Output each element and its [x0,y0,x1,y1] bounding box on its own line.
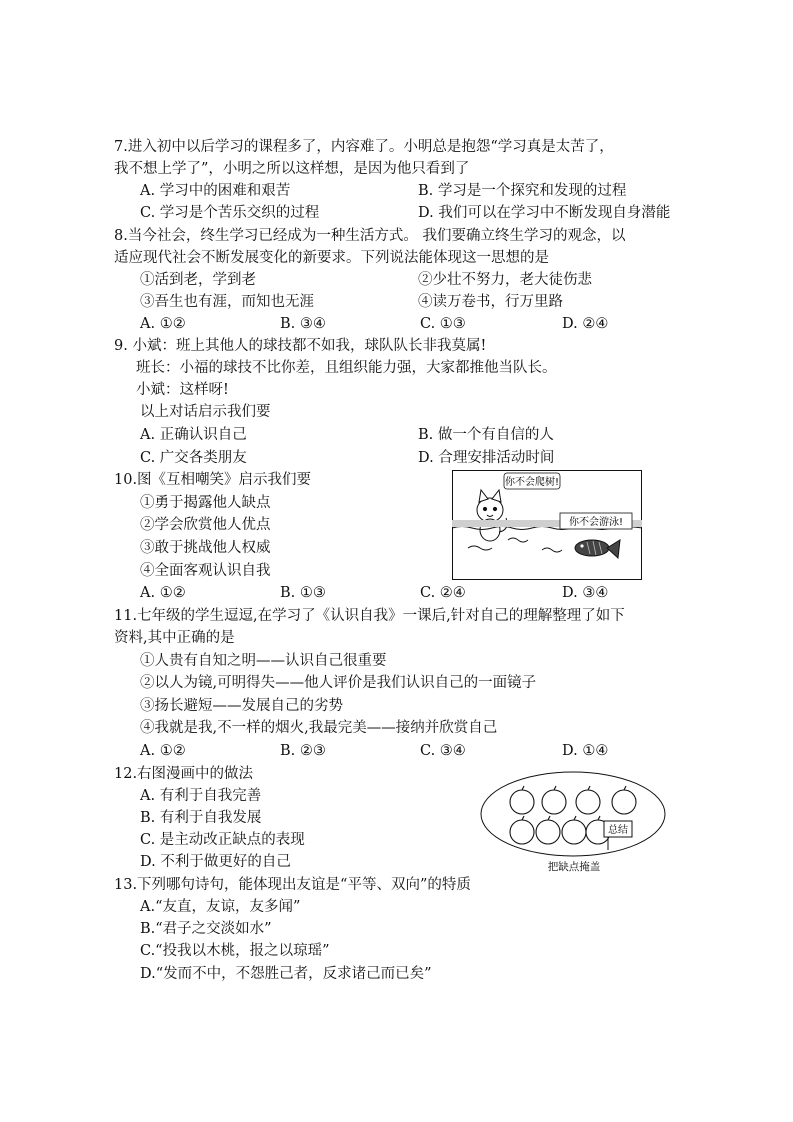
q8-stem-line2: 适应现代社会不断发展变化的新要求。下列说法能体现这一思想的是 [114,250,549,266]
q10-item-3: ③敢于挑战他人权威 [140,540,271,556]
q12-option-a: A. 有利于自我完善 [140,788,262,804]
q9-option-b: B. 做一个有自信的人 [418,427,554,443]
q10-item-4: ④全面客观认识自我 [140,563,271,579]
q10-option-c: C. ②④ [420,585,466,601]
q7-option-b: B. 学习是一个探究和发现的过程 [418,183,627,199]
q9-option-d: D. 合理安排活动时间 [418,450,555,466]
mutual-mockery-cartoon [452,470,642,580]
q11-item-1: ①人贵有自知之明——认识自己很重要 [140,653,387,669]
q8-option-b: B. ③④ [280,316,326,332]
q9-stem-line3: 小斌：这样呀! [136,382,229,398]
q8-stem-line1: 8.当今社会，终生学习已经成为一种生活方式。 我们要确立终生学习的观念，以 [114,228,626,244]
q7-option-c: C. 学习是个苦乐交织的过程 [140,205,320,221]
q9-stem-line2: 班长：小福的球技不比你差，且组织能力强，大家都推他当队长。 [136,360,557,376]
q7-option-d: D. 我们可以在学习中不断发现自身潜能 [418,205,671,221]
q13-stem: 13.下列哪句诗句，能体现出友谊是“平等、双向”的特质 [114,877,471,893]
q10-item-2: ②学会欣赏他人优点 [140,517,271,533]
q10-option-b: B. ①③ [280,585,326,601]
q9-option-c: C. 广交各类朋友 [140,450,247,466]
q13-option-d: D.“发而不中，不怨胜己者，反求诸己而已矣” [140,966,432,982]
q7-option-a: A. 学习中的困难和艰苦 [140,183,291,199]
q12-stem: 12.右图漫画中的做法 [114,766,254,782]
q11-stem-line1: 11.七年级的学生逗逗,在学习了《认识自我》一课后,针对自己的理解整理了如下 [114,608,625,624]
q7-stem-line1: 7.进入初中以后学习的课程多了，内容难了。小明总是抱怨“学习真是太苦了， [114,139,614,155]
q11-option-d: D. ①④ [562,743,609,759]
hide-shortcomings-cartoon [478,770,668,875]
q11-option-b: B. ②③ [280,743,326,759]
q10-stem: 10.图《互相嘲笑》启示我们要 [114,472,312,488]
q13-option-a: A.“友直，友谅，友多闻” [140,899,301,915]
q8-option-a: A. ①② [140,316,186,332]
q8-item-4: ④读万卷书，行万里路 [418,294,563,310]
summary-sign-text: 总结 [608,825,628,836]
q8-item-2: ②少壮不努力，老大徒伤悲 [418,272,592,288]
q8-option-d: D. ②④ [562,316,609,332]
q12-option-c: C. 是主动改正缺点的表现 [140,832,305,848]
q11-item-2: ②以人为镜,可明得失——他人评价是我们认识自己的一面镜子 [140,675,537,691]
q9-option-a: A. 正确认识自己 [140,427,247,443]
q9-stem-line1: 9. 小斌：班上其他人的球技都不如我，球队队长非我莫属! [114,338,487,354]
q11-item-3: ③扬长避短——发展自己的劣势 [140,698,343,714]
q12-option-d: D. 不利于做更好的自己 [140,854,291,870]
q11-option-a: A. ①② [140,743,186,759]
q10-option-a: A. ①② [140,585,186,601]
q7-stem-line2: 我不想上学了”，小明之所以这样想，是因为他只看到了 [114,161,470,177]
q9-stem-line4: 以上对话启示我们要 [140,404,271,420]
q11-option-c: C. ③④ [420,743,466,759]
q8-item-3: ③吾生也有涯，而知也无涯 [140,294,314,310]
q13-option-b: B.“君子之交淡如水” [140,921,272,937]
q10-option-d: D. ③④ [562,585,609,601]
q11-item-4: ④我就是我,不一样的烟火,我最完美——接纳并欣赏自己 [140,720,498,736]
q8-option-c: C. ①③ [420,316,466,332]
fish-speech-text: 你不会游泳! [568,517,624,528]
cartoon-caption: 把缺点掩盖 [547,861,601,873]
q11-stem-line2: 资料,其中正确的是 [114,630,235,646]
q12-option-b: B. 有利于自我发展 [140,810,262,826]
cat-speech-text: 你不会爬树! [504,477,560,488]
q8-item-1: ①活到老，学到老 [140,272,256,288]
q13-option-c: C.“投我以木桃，报之以琼瑶” [140,943,330,959]
q10-item-1: ①勇于揭露他人缺点 [140,495,271,511]
